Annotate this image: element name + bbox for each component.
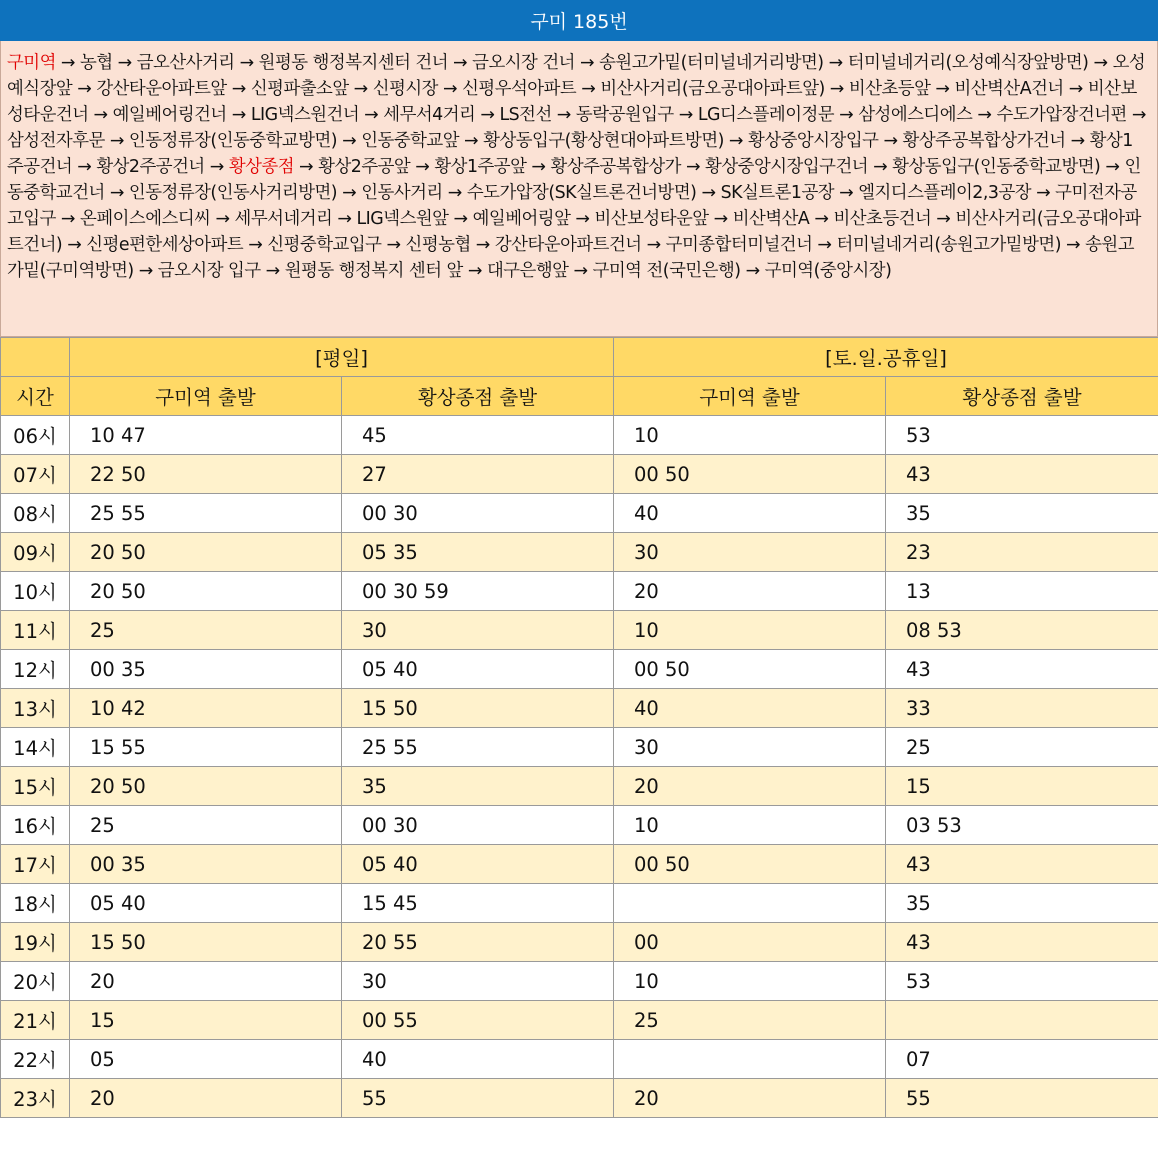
weekend-hwangsang-times: 53 bbox=[886, 416, 1158, 455]
weekend-hwangsang-times: 07 bbox=[886, 1040, 1158, 1079]
weekend-hwangsang-times: 03 53 bbox=[886, 806, 1158, 845]
weekend-gumi-times: 10 bbox=[614, 962, 886, 1001]
weekday-gumi-times: 25 55 bbox=[70, 494, 342, 533]
weekday-hwangsang-times: 00 30 bbox=[342, 806, 614, 845]
weekday-gumi-times: 20 50 bbox=[70, 533, 342, 572]
table-row bbox=[1, 494, 1158, 533]
weekday-hwangsang-times: 27 bbox=[342, 455, 614, 494]
table-row bbox=[1, 806, 1158, 845]
table-row bbox=[1, 533, 1158, 572]
weekday-hwangsang-times: 45 bbox=[342, 416, 614, 455]
hour-cell: 15시 bbox=[1, 767, 70, 806]
weekday-gumi-times: 15 bbox=[70, 1001, 342, 1040]
hour-cell: 16시 bbox=[1, 806, 70, 845]
hour-cell: 23시 bbox=[1, 1079, 70, 1118]
weekday-gumi-times: 15 55 bbox=[70, 728, 342, 767]
time-column-header: 시간 bbox=[1, 377, 70, 416]
weekend-header: [토.일.공휴일] bbox=[614, 338, 1158, 377]
weekend-hwangsang-times: 08 53 bbox=[886, 611, 1158, 650]
weekend-hwangsang-times: 53 bbox=[886, 962, 1158, 1001]
hour-cell: 06시 bbox=[1, 416, 70, 455]
weekend-gumi-times bbox=[614, 884, 886, 923]
weekend-hwangsang-times: 43 bbox=[886, 650, 1158, 689]
column-header-row bbox=[1, 377, 1158, 416]
route-stops bbox=[0, 41, 1158, 337]
weekday-hwangsang-times: 05 40 bbox=[342, 650, 614, 689]
weekend-gumi-times bbox=[614, 1040, 886, 1079]
route-start-stop: 구미역 bbox=[7, 53, 56, 73]
weekday-hwangsang-header: 황상종점 출발 bbox=[342, 377, 614, 416]
weekday-hwangsang-times: 00 30 59 bbox=[342, 572, 614, 611]
weekday-gumi-times: 20 bbox=[70, 1079, 342, 1118]
hour-cell: 10시 bbox=[1, 572, 70, 611]
weekend-hwangsang-times: 13 bbox=[886, 572, 1158, 611]
timetable-body bbox=[1, 416, 1158, 1118]
weekday-hwangsang-times: 40 bbox=[342, 1040, 614, 1079]
weekend-hwangsang-times: 23 bbox=[886, 533, 1158, 572]
hour-cell: 07시 bbox=[1, 455, 70, 494]
weekday-gumi-times: 00 35 bbox=[70, 845, 342, 884]
weekend-gumi-times: 20 bbox=[614, 572, 886, 611]
hour-cell: 12시 bbox=[1, 650, 70, 689]
weekend-gumi-header: 구미역 출발 bbox=[614, 377, 886, 416]
weekday-gumi-times: 10 42 bbox=[70, 689, 342, 728]
table-row bbox=[1, 884, 1158, 923]
table-row bbox=[1, 962, 1158, 1001]
weekday-hwangsang-times: 25 55 bbox=[342, 728, 614, 767]
weekend-gumi-times: 30 bbox=[614, 728, 886, 767]
hour-cell: 13시 bbox=[1, 689, 70, 728]
weekend-gumi-times: 00 50 bbox=[614, 650, 886, 689]
route-stops-return: → 황상2주공앞 → 황상1주공앞 → 황상주공복합상가 → 황상중앙시장입구건너 → 황상동입구(인동중학교방면) → 인동중학교건너 → 인동정류장(인동사거리방면) → 인동사거리 → 수도가압장(SK실트론건너방면) → SK실트론1공장 → 엘지디스플레이2,3공장 → 구미전자공고입구 → 온페이스에스디씨 → 세무서네거리 → LIG넥스원앞 → 예일베어링앞 → 비산보성타운앞 → 비산벽산A → 비산초등건너 → 비산사거리(금오공대아파트건너) → 신평e편한세상아파트 → 신평중학교입구 → 신평농협 → 강산타운아파트건너 → 구미종합터미널건너 → 터미널네거리(송원고가밑방면) → 송원고가밑(구미역방면) → 금오시장 입구 → 원평동 행정복지 센터 앞 → 대구은행앞 → 구미역 전(국민은행) → 구미역(중앙시장) bbox=[7, 157, 1141, 281]
weekend-gumi-times: 10 bbox=[614, 416, 886, 455]
table-row bbox=[1, 728, 1158, 767]
weekend-hwangsang-times: 43 bbox=[886, 455, 1158, 494]
timetable bbox=[0, 337, 1158, 1118]
table-row bbox=[1, 455, 1158, 494]
hour-cell: 18시 bbox=[1, 884, 70, 923]
table-row bbox=[1, 1079, 1158, 1118]
weekday-hwangsang-times: 35 bbox=[342, 767, 614, 806]
table-row bbox=[1, 650, 1158, 689]
weekend-hwangsang-times: 35 bbox=[886, 884, 1158, 923]
weekend-gumi-times: 20 bbox=[614, 1079, 886, 1118]
weekend-gumi-times: 40 bbox=[614, 689, 886, 728]
weekend-hwangsang-times: 35 bbox=[886, 494, 1158, 533]
weekend-gumi-times: 00 bbox=[614, 923, 886, 962]
table-row bbox=[1, 1040, 1158, 1079]
weekday-gumi-times: 15 50 bbox=[70, 923, 342, 962]
route-turnaround-stop: 황상종점 bbox=[228, 157, 295, 177]
table-row bbox=[1, 572, 1158, 611]
table-row bbox=[1, 1001, 1158, 1040]
weekday-hwangsang-times: 05 40 bbox=[342, 845, 614, 884]
weekday-hwangsang-times: 55 bbox=[342, 1079, 614, 1118]
weekday-gumi-times: 20 bbox=[70, 962, 342, 1001]
weekday-hwangsang-times: 30 bbox=[342, 962, 614, 1001]
hour-cell: 09시 bbox=[1, 533, 70, 572]
weekday-hwangsang-times: 15 50 bbox=[342, 689, 614, 728]
weekday-gumi-times: 22 50 bbox=[70, 455, 342, 494]
weekend-gumi-times: 00 50 bbox=[614, 845, 886, 884]
table-row bbox=[1, 923, 1158, 962]
weekend-hwangsang-times: 43 bbox=[886, 845, 1158, 884]
weekday-gumi-header: 구미역 출발 bbox=[70, 377, 342, 416]
route-stops-outbound: → 농협 → 금오산사거리 → 원평동 행정복지센터 건너 → 금오시장 건너 → 송원고가밑(터미널네거리방면) → 터미널네거리(오성예식장앞방면) → 오성예식장앞 → 강산타운아파트앞 → 신평파출소앞 → 신평시장 → 신평우석아파트 → 비산사거리(금오공대아파트앞) → 비산초등앞 → 비산벽산A건너 → 비산보성타운건너 → 예일베어링건너 → LIG넥스원건너 → 세무서4거리 → LS전선 → 동락공원입구 → LG디스플레이정문 → 삼성에스디에스 → 수도가압장건너편 → 삼성전자후문 → 인동정류장(인동중학교방면) → 인동중학교앞 → 황상동입구(황상현대아파트방면) → 황상중앙시장입구 → 황상주공복합상가건너 → 황상1주공건너 → 황상2주공건너 → bbox=[7, 53, 1146, 177]
table-row bbox=[1, 611, 1158, 650]
table-row bbox=[1, 689, 1158, 728]
weekend-gumi-times: 40 bbox=[614, 494, 886, 533]
weekend-hwangsang-times: 15 bbox=[886, 767, 1158, 806]
hour-cell: 08시 bbox=[1, 494, 70, 533]
weekday-gumi-times: 05 40 bbox=[70, 884, 342, 923]
blank-header-cell bbox=[1, 338, 70, 377]
weekend-gumi-times: 25 bbox=[614, 1001, 886, 1040]
weekday-hwangsang-times: 00 30 bbox=[342, 494, 614, 533]
weekend-gumi-times: 00 50 bbox=[614, 455, 886, 494]
weekend-hwangsang-times: 43 bbox=[886, 923, 1158, 962]
weekday-gumi-times: 25 bbox=[70, 806, 342, 845]
hour-cell: 17시 bbox=[1, 845, 70, 884]
period-header-row bbox=[1, 338, 1158, 377]
weekend-gumi-times: 20 bbox=[614, 767, 886, 806]
weekday-header: [평일] bbox=[70, 338, 614, 377]
weekday-gumi-times: 05 bbox=[70, 1040, 342, 1079]
table-row bbox=[1, 416, 1158, 455]
hour-cell: 11시 bbox=[1, 611, 70, 650]
weekend-hwangsang-times: 55 bbox=[886, 1079, 1158, 1118]
hour-cell: 20시 bbox=[1, 962, 70, 1001]
weekend-gumi-times: 10 bbox=[614, 611, 886, 650]
weekend-hwangsang-times: 33 bbox=[886, 689, 1158, 728]
table-row bbox=[1, 845, 1158, 884]
weekend-hwangsang-times: 25 bbox=[886, 728, 1158, 767]
hour-cell: 19시 bbox=[1, 923, 70, 962]
weekday-gumi-times: 10 47 bbox=[70, 416, 342, 455]
hour-cell: 14시 bbox=[1, 728, 70, 767]
hour-cell: 22시 bbox=[1, 1040, 70, 1079]
hour-cell: 21시 bbox=[1, 1001, 70, 1040]
weekday-hwangsang-times: 15 45 bbox=[342, 884, 614, 923]
weekday-gumi-times: 20 50 bbox=[70, 767, 342, 806]
weekday-gumi-times: 25 bbox=[70, 611, 342, 650]
weekday-gumi-times: 20 50 bbox=[70, 572, 342, 611]
route-title: 구미 185번 bbox=[0, 0, 1158, 41]
weekend-gumi-times: 10 bbox=[614, 806, 886, 845]
weekday-hwangsang-times: 05 35 bbox=[342, 533, 614, 572]
weekend-hwangsang-times bbox=[886, 1001, 1158, 1040]
weekday-gumi-times: 00 35 bbox=[70, 650, 342, 689]
weekend-gumi-times: 30 bbox=[614, 533, 886, 572]
weekday-hwangsang-times: 00 55 bbox=[342, 1001, 614, 1040]
weekend-hwangsang-header: 황상종점 출발 bbox=[886, 377, 1158, 416]
table-row bbox=[1, 767, 1158, 806]
weekday-hwangsang-times: 20 55 bbox=[342, 923, 614, 962]
weekday-hwangsang-times: 30 bbox=[342, 611, 614, 650]
